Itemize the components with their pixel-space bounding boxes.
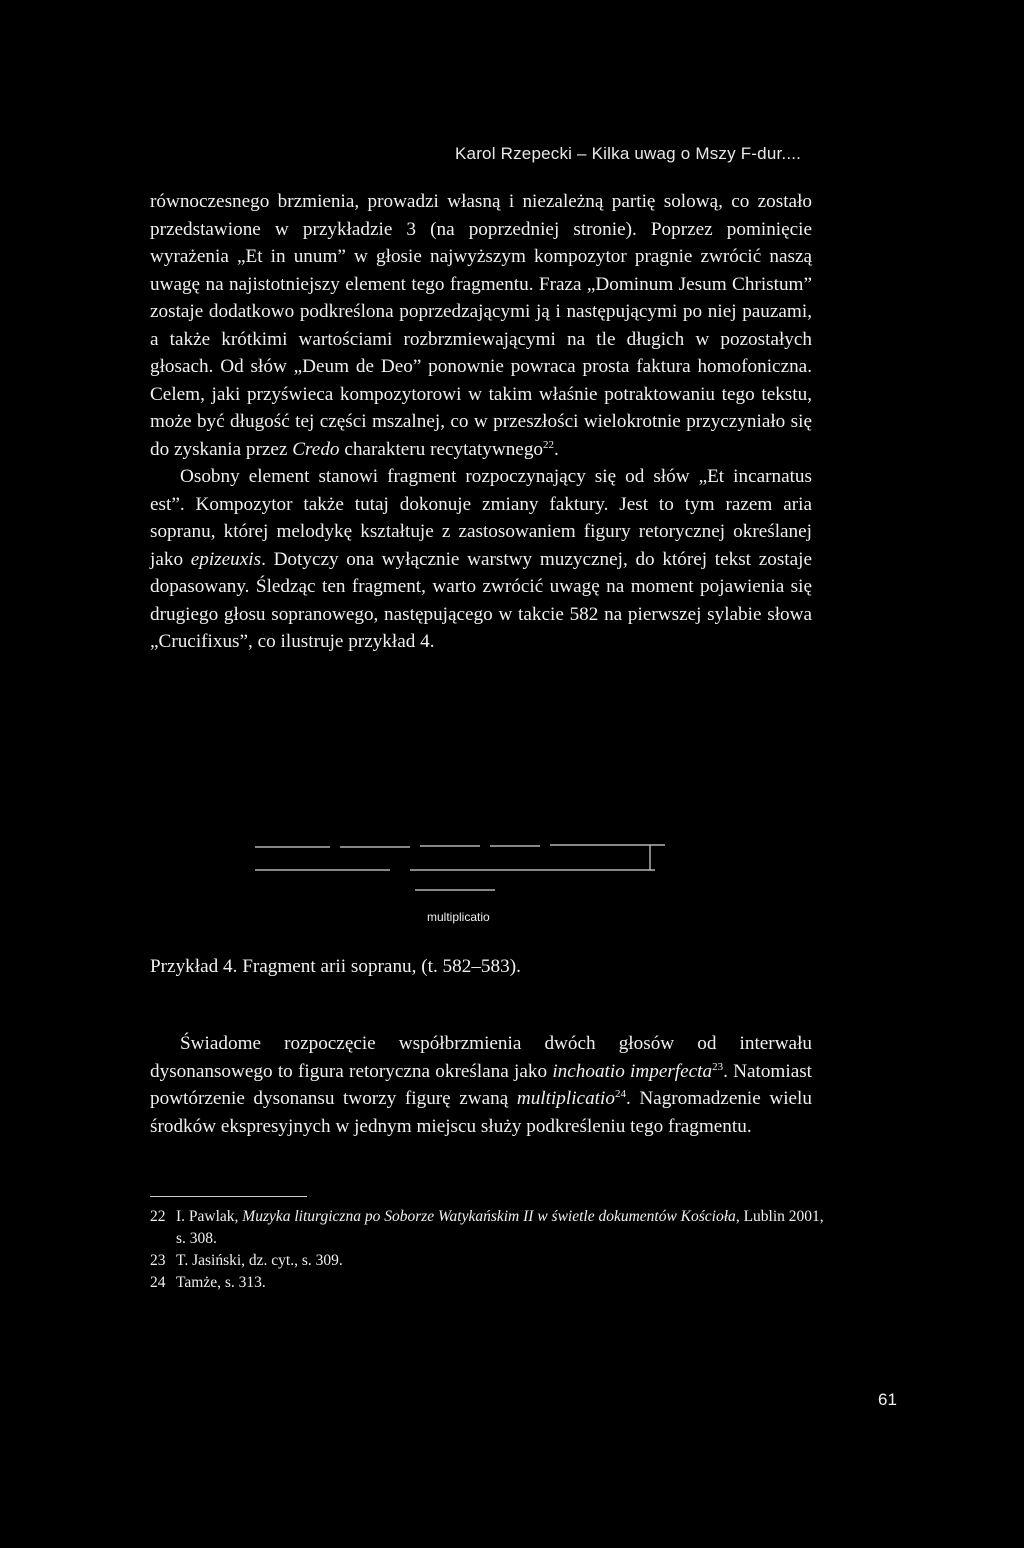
music-staff-fragment <box>250 840 670 930</box>
paragraph-1-italic: Credo <box>292 438 340 460</box>
footnote-text <box>176 1206 830 1250</box>
paragraph-2-italic: epizeuxis <box>190 548 262 570</box>
page-number: 61 <box>878 1390 897 1409</box>
footnote-title: Muzyka liturgiczna po Soborze Watykańskim II w świetle dokumentów Kościoła <box>242 1208 736 1225</box>
paragraph-2-text-b: . Dotyczy ona wyłącznie warstwy muzycznej, do której tekst zostaje dopasowany. Śledząc ten fragment, warto zwrócić uwagę na moment pojawienia się drugiego głosu sopranowego, następującego w takcie 582 na pierwszej sylabie słowa „Crucifixus”, co ilustruje przykład 4. <box>150 548 812 652</box>
main-text <box>150 188 812 656</box>
paragraph-3-text-c: . Nagromadzenie wielu środków ekspresyjnych w jednym miejscu służy podkreśleniu tego fragmentu. <box>150 1088 812 1137</box>
footnote-text: T. Jasiński, dz. cyt., s. 309. <box>176 1252 343 1269</box>
paragraph-3-text-a: Świadome rozpoczęcie współbrzmienia dwóch głosów od interwału dysonansowego to figura retoryczna określana jako <box>150 1033 812 1082</box>
paragraph-1 <box>150 188 812 463</box>
footnote-rest: , Lublin 2001, s. 308. <box>176 1208 824 1247</box>
footnote-23 <box>150 1250 830 1272</box>
footnote-text: Tamże, s. 313. <box>176 1274 266 1291</box>
paragraph-1-text-c: . <box>554 438 559 460</box>
footnote-author: I. Pawlak, <box>176 1208 243 1225</box>
paragraph-3-italic-2: multiplicatio <box>516 1088 615 1109</box>
footnote-ref-24[interactable]: 24 <box>614 1088 626 1100</box>
footnote-24 <box>150 1272 830 1294</box>
footnote-number: 24 <box>150 1274 166 1291</box>
paragraph-3-italic-1: inchoatio imperfecta <box>552 1060 713 1082</box>
music-example-image <box>250 840 670 930</box>
music-label: multiplicatio <box>427 910 490 924</box>
footnote-divider <box>150 1196 307 1197</box>
running-header: Karol Rzepecki – Kilka uwag o Mszy F-dur.... <box>455 144 802 163</box>
footnote-number: 22 <box>150 1208 166 1225</box>
paragraph-3 <box>150 1030 812 1140</box>
paragraph-1-text-a: równoczesnego brzmienia, prowadzi własną i niezależną partię solową, co zostało przedstawione w przykładzie 3 (na poprzedniej stronie). Poprzez pominięcie wyrażenia „Et in unum” w głosie najwyższym kompozytor pragnie zwrócić naszą uwagę na najistotniejszy element tego fragmentu. Fraza „Dominum Jesum Christum” zostaje dodatkowo podkreślona poprzedzającymi ją i następującymi po niej pauzami, a także krótkimi wartościami rozbrzmiewającymi na tle długich w pozostałych głosach. Od słów „Deum de Deo” ponownie powraca prosta faktura homofoniczna. Celem, jaki przyświeca kompozytorowi w takim właśnie potraktowaniu tego tekstu, może być długość tej części mszalnej, co w przeszłości wielokrotnie przyczyniało się do zyskania przez <box>150 191 812 460</box>
paragraph-3-text-b: . Natomiast powtórzenie dysonansu tworzy figurę zwaną <box>150 1060 813 1109</box>
footnotes <box>150 1206 830 1294</box>
footnote-ref-22[interactable]: 22 <box>543 438 555 451</box>
closing-text <box>150 1030 812 1140</box>
example-caption: Przykład 4. Fragment arii sopranu, (t. 582–583). <box>150 956 521 977</box>
paragraph-2-text-a: Osobny element stanowi fragment rozpoczynający się od słów „Et incarnatus est”. Kompozytor także tutaj dokonuje zmiany faktury. Jest to tym razem aria sopranu, której melodykę kształtuje z zastosowaniem figury retorycznej określanej jako <box>150 466 812 570</box>
footnote-number: 23 <box>150 1252 166 1269</box>
paragraph-1-text-b: charakteru recytatywnego <box>339 438 544 460</box>
footnote-22 <box>150 1206 830 1250</box>
footnote-ref-23[interactable]: 23 <box>712 1060 724 1073</box>
paragraph-2 <box>150 463 812 656</box>
